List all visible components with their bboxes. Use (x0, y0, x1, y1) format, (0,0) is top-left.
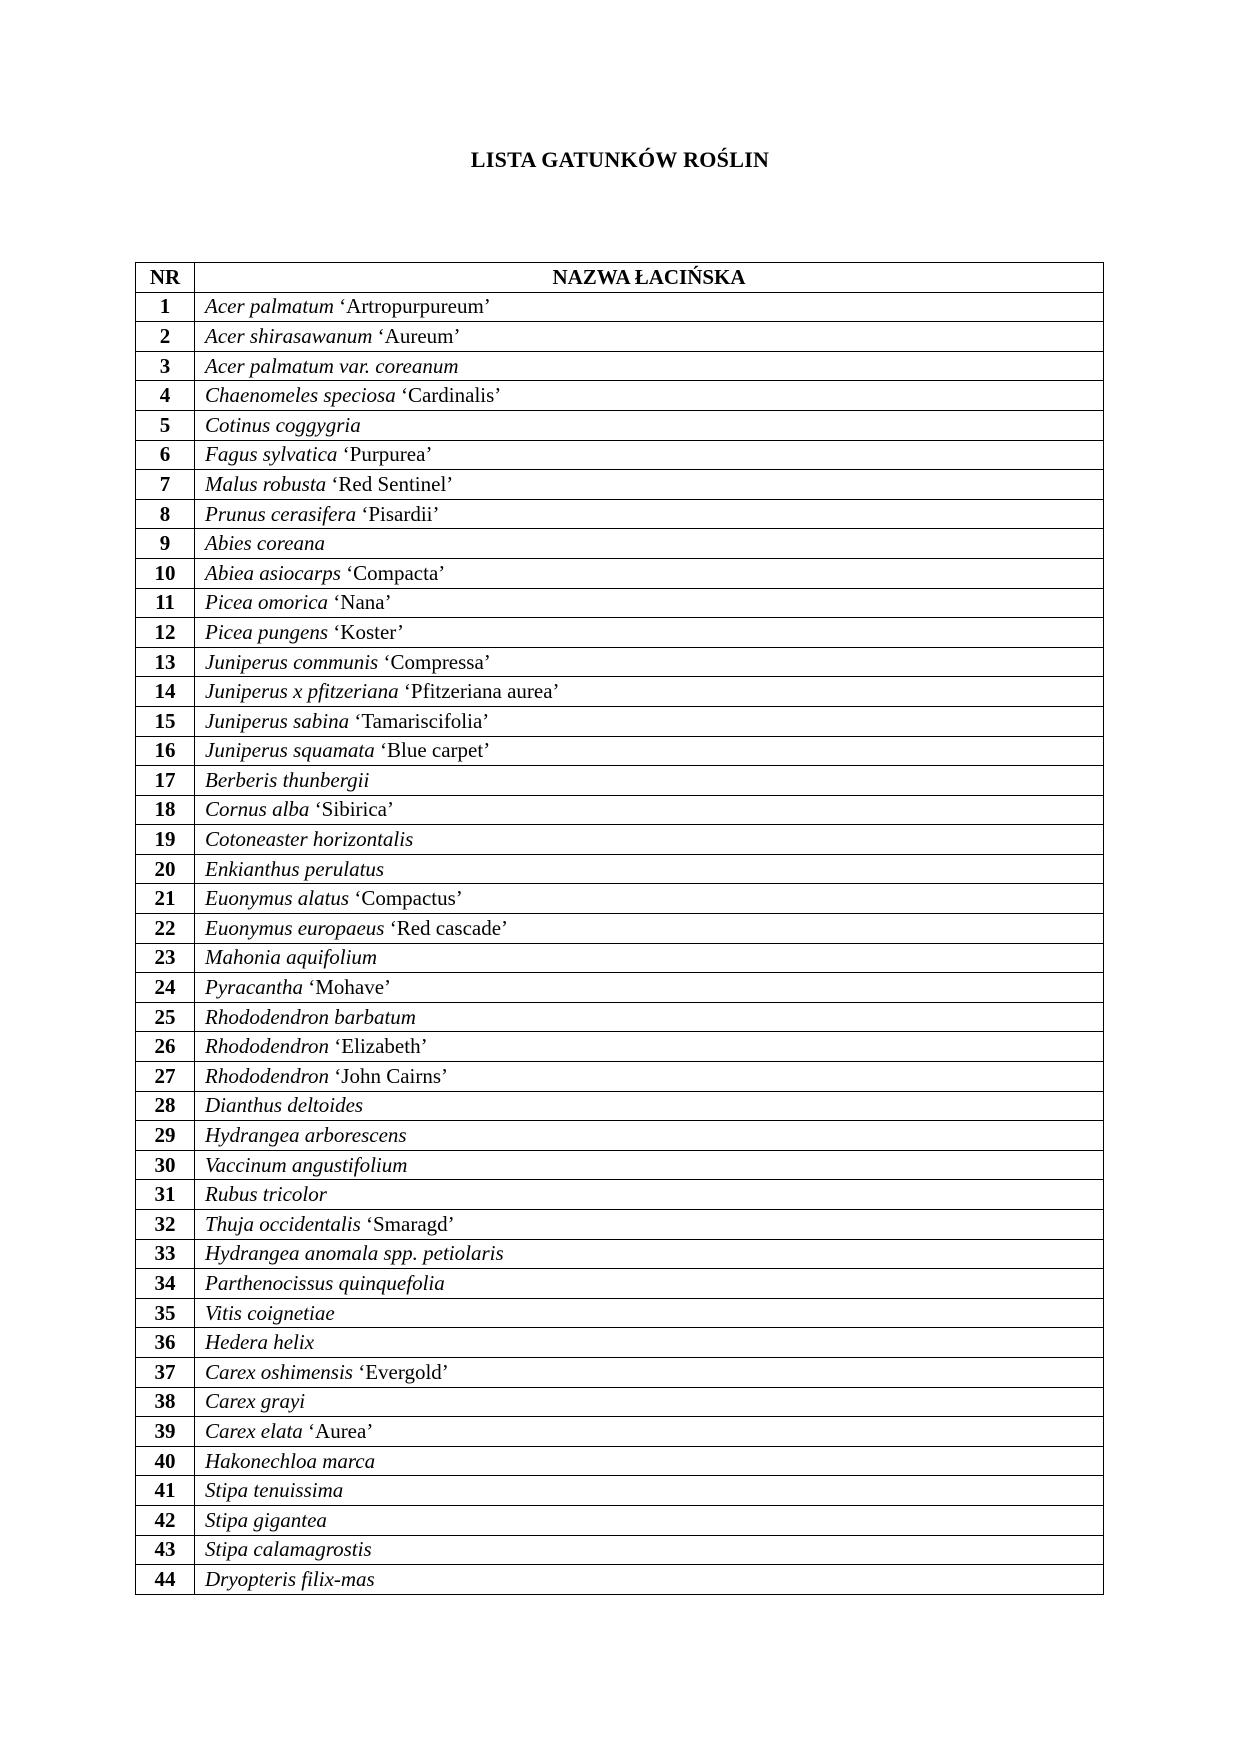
species-table (135, 262, 1104, 1595)
cultivar-name: ‘Nana’ (333, 590, 392, 615)
table-row (136, 914, 1104, 944)
row-number: 2 (136, 322, 195, 352)
latin-name: Berberis thunbergii (205, 767, 370, 792)
table-row (136, 529, 1104, 559)
row-number: 36 (136, 1328, 195, 1358)
table-row (136, 1476, 1104, 1506)
table-row (136, 1121, 1104, 1151)
table-row (136, 706, 1104, 736)
table-row (136, 1239, 1104, 1269)
species-name-cell (195, 854, 1104, 884)
row-number: 23 (136, 943, 195, 973)
latin-name: Stipa calamagrostis (205, 1537, 372, 1562)
table-row (136, 470, 1104, 500)
latin-name: Cornus alba (205, 797, 310, 822)
species-name-cell (195, 1505, 1104, 1535)
latin-name: Rubus tricolor (205, 1182, 327, 1207)
latin-name: Chaenomeles speciosa (205, 383, 396, 408)
cultivar-name: ‘Smaragd’ (366, 1211, 455, 1236)
latin-name: Hedera helix (205, 1330, 315, 1355)
latin-name: Vitis coignetiae (205, 1300, 335, 1325)
table-row (136, 1387, 1104, 1417)
cultivar-name: ‘Cardinalis’ (400, 383, 502, 408)
row-number: 27 (136, 1062, 195, 1092)
species-name-cell (195, 736, 1104, 766)
table-row (136, 351, 1104, 381)
latin-name: Hydrangea arborescens (205, 1123, 407, 1148)
species-name-cell (195, 1446, 1104, 1476)
row-number: 12 (136, 618, 195, 648)
species-name-cell (195, 1476, 1104, 1506)
row-number: 35 (136, 1298, 195, 1328)
latin-name: Acer palmatum (205, 294, 334, 319)
table-row (136, 618, 1104, 648)
table-row (136, 1505, 1104, 1535)
table-row (136, 1150, 1104, 1180)
row-number: 33 (136, 1239, 195, 1269)
row-number: 7 (136, 470, 195, 500)
latin-name: Carex grayi (205, 1389, 306, 1414)
species-name-cell (195, 1150, 1104, 1180)
latin-name: Fagus sylvatica (205, 442, 338, 467)
latin-name: Dianthus deltoides (205, 1093, 364, 1118)
cultivar-name: ‘Pisardii’ (361, 501, 440, 526)
row-number: 13 (136, 647, 195, 677)
cultivar-name: ‘Sibirica’ (314, 797, 394, 822)
species-name-cell (195, 440, 1104, 470)
cultivar-name: ‘Aureum’ (377, 323, 461, 348)
latin-name: Prunus cerasifera (205, 501, 357, 526)
cultivar-name: ‘Compressa’ (383, 649, 491, 674)
latin-name: Picea pungens (205, 619, 329, 644)
table-row (136, 973, 1104, 1003)
latin-name: Enkianthus perulatus (205, 856, 385, 881)
row-number: 4 (136, 381, 195, 411)
row-number: 18 (136, 795, 195, 825)
species-name-cell (195, 647, 1104, 677)
cultivar-name: ‘Blue carpet’ (380, 738, 491, 763)
table-row (136, 884, 1104, 914)
species-name-cell (195, 292, 1104, 322)
species-name-cell (195, 558, 1104, 588)
latin-name: Euonymus alatus (205, 886, 350, 911)
row-number: 9 (136, 529, 195, 559)
table-row (136, 736, 1104, 766)
species-name-cell (195, 1002, 1104, 1032)
row-number: 15 (136, 706, 195, 736)
table-row (136, 766, 1104, 796)
row-number: 3 (136, 351, 195, 381)
species-name-cell (195, 1357, 1104, 1387)
species-name-cell (195, 1387, 1104, 1417)
row-number: 40 (136, 1446, 195, 1476)
species-name-cell (195, 351, 1104, 381)
latin-name: Rhododendron barbatum (205, 1004, 416, 1029)
latin-name: Abies coreana (205, 531, 325, 556)
row-number: 43 (136, 1535, 195, 1565)
latin-name: Mahonia aquifolium (205, 945, 378, 970)
species-name-cell (195, 1210, 1104, 1240)
table-row (136, 381, 1104, 411)
species-name-cell (195, 1417, 1104, 1447)
latin-name: Juniperus squamata (205, 738, 375, 763)
latin-name: Acer palmatum var. coreanum (205, 353, 459, 378)
species-name-cell (195, 381, 1104, 411)
species-name-cell (195, 618, 1104, 648)
table-row (136, 677, 1104, 707)
table-row (136, 499, 1104, 529)
row-number: 39 (136, 1417, 195, 1447)
latin-name: Cotoneaster horizontalis (205, 827, 414, 852)
cultivar-name: ‘Compactus’ (354, 886, 463, 911)
cultivar-name: ‘Tamariscifolia’ (354, 708, 490, 733)
species-name-cell (195, 1062, 1104, 1092)
cultivar-name: ‘Mohave’ (308, 975, 392, 1000)
cultivar-name: ‘Elizabeth’ (334, 1034, 428, 1059)
species-name-cell (195, 499, 1104, 529)
row-number: 42 (136, 1505, 195, 1535)
species-name-cell (195, 588, 1104, 618)
species-name-cell (195, 1091, 1104, 1121)
cultivar-name: ‘Pfitzeriana aurea’ (403, 679, 560, 704)
species-name-cell (195, 1535, 1104, 1565)
latin-name: Hakonechloa marca (205, 1448, 376, 1473)
latin-name: Thuja occidentalis (205, 1211, 361, 1236)
species-name-cell (195, 1239, 1104, 1269)
table-row (136, 943, 1104, 973)
table-row (136, 440, 1104, 470)
latin-name: Vaccinum angustifolium (205, 1152, 408, 1177)
row-number: 24 (136, 973, 195, 1003)
species-name-cell (195, 1565, 1104, 1595)
table-row (136, 322, 1104, 352)
cultivar-name: ‘Artropurpureum’ (339, 294, 491, 319)
row-number: 1 (136, 292, 195, 322)
row-number: 28 (136, 1091, 195, 1121)
row-number: 30 (136, 1150, 195, 1180)
header-nr: NR (136, 263, 195, 293)
header-latin-name: NAZWA ŁACIŃSKA (195, 263, 1104, 293)
row-number: 37 (136, 1357, 195, 1387)
table-row (136, 1180, 1104, 1210)
table-row (136, 825, 1104, 855)
latin-name: Pyracantha (205, 975, 303, 1000)
row-number: 10 (136, 558, 195, 588)
table-row (136, 1328, 1104, 1358)
species-name-cell (195, 1269, 1104, 1299)
table-row (136, 588, 1104, 618)
table-row (136, 854, 1104, 884)
species-name-cell (195, 795, 1104, 825)
species-name-cell (195, 529, 1104, 559)
row-number: 19 (136, 825, 195, 855)
species-name-cell (195, 410, 1104, 440)
species-name-cell (195, 825, 1104, 855)
table-row (136, 1298, 1104, 1328)
latin-name: Malus robusta (205, 471, 327, 496)
cultivar-name: ‘John Cairns’ (334, 1063, 449, 1088)
cultivar-name: ‘Red cascade’ (389, 915, 509, 940)
species-name-cell (195, 884, 1104, 914)
species-name-cell (195, 322, 1104, 352)
table-row (136, 1535, 1104, 1565)
latin-name: Stipa gigantea (205, 1507, 327, 1532)
cultivar-name: ‘Aurea’ (308, 1418, 374, 1443)
table-row (136, 292, 1104, 322)
latin-name: Juniperus x pfitzeriana (205, 679, 399, 704)
latin-name: Cotinus coggygria (205, 412, 361, 437)
cultivar-name: ‘Purpurea’ (342, 442, 433, 467)
latin-name: Carex elata (205, 1418, 303, 1443)
row-number: 29 (136, 1121, 195, 1151)
row-number: 6 (136, 440, 195, 470)
row-number: 44 (136, 1565, 195, 1595)
row-number: 32 (136, 1210, 195, 1240)
species-name-cell (195, 1298, 1104, 1328)
row-number: 25 (136, 1002, 195, 1032)
table-row (136, 1062, 1104, 1092)
table-row (136, 1357, 1104, 1387)
species-name-cell (195, 470, 1104, 500)
row-number: 8 (136, 499, 195, 529)
latin-name: Picea omorica (205, 590, 329, 615)
table-row (136, 795, 1104, 825)
species-name-cell (195, 706, 1104, 736)
species-name-cell (195, 943, 1104, 973)
species-name-cell (195, 1180, 1104, 1210)
row-number: 21 (136, 884, 195, 914)
row-number: 41 (136, 1476, 195, 1506)
table-header-row (136, 263, 1104, 293)
latin-name: Juniperus communis (205, 649, 379, 674)
cultivar-name: ‘Red Sentinel’ (331, 471, 454, 496)
table-row (136, 647, 1104, 677)
table-row (136, 558, 1104, 588)
table-row (136, 1269, 1104, 1299)
table-row (136, 1565, 1104, 1595)
row-number: 22 (136, 914, 195, 944)
latin-name: Acer shirasawanum (205, 323, 373, 348)
table-row (136, 1002, 1104, 1032)
table-row (136, 410, 1104, 440)
latin-name: Juniperus sabina (205, 708, 350, 733)
latin-name: Dryopteris filix-mas (205, 1566, 375, 1591)
row-number: 31 (136, 1180, 195, 1210)
species-name-cell (195, 677, 1104, 707)
row-number: 16 (136, 736, 195, 766)
row-number: 26 (136, 1032, 195, 1062)
table-row (136, 1446, 1104, 1476)
species-name-cell (195, 1328, 1104, 1358)
row-number: 17 (136, 766, 195, 796)
species-name-cell (195, 766, 1104, 796)
latin-name: Euonymus europaeus (205, 915, 385, 940)
latin-name: Carex oshimensis (205, 1359, 353, 1384)
species-name-cell (195, 1032, 1104, 1062)
species-name-cell (195, 1121, 1104, 1151)
latin-name: Rhododendron (205, 1034, 330, 1059)
row-number: 5 (136, 410, 195, 440)
table-body (136, 292, 1104, 1594)
table-row (136, 1417, 1104, 1447)
row-number: 20 (136, 854, 195, 884)
latin-name: Parthenocissus quinquefolia (205, 1270, 445, 1295)
latin-name: Hydrangea anomala spp. petiolaris (205, 1241, 504, 1266)
table-row (136, 1210, 1104, 1240)
row-number: 38 (136, 1387, 195, 1417)
page-title: LISTA GATUNKÓW ROŚLIN (470, 147, 770, 172)
row-number: 11 (136, 588, 195, 618)
cultivar-name: ‘Koster’ (333, 619, 405, 644)
table-row (136, 1032, 1104, 1062)
row-number: 34 (136, 1269, 195, 1299)
latin-name: Abiea asiocarps (205, 560, 341, 585)
row-number: 14 (136, 677, 195, 707)
latin-name: Rhododendron (205, 1063, 330, 1088)
species-name-cell (195, 973, 1104, 1003)
species-name-cell (195, 914, 1104, 944)
table-row (136, 1091, 1104, 1121)
cultivar-name: ‘Evergold’ (358, 1359, 449, 1384)
latin-name: Stipa tenuissima (205, 1478, 344, 1503)
cultivar-name: ‘Compacta’ (346, 560, 446, 585)
